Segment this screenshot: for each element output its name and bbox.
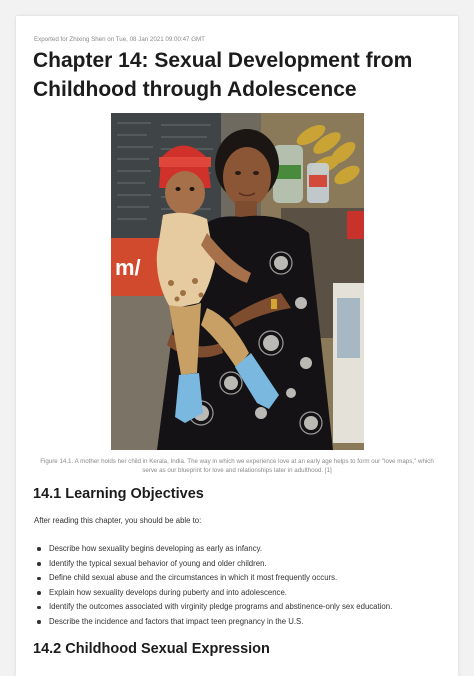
photo-mother-child [111, 113, 364, 450]
section-heading-childhood-sexual-expression: 14.2 Childhood Sexual Expression [33, 641, 270, 657]
shop-sign-text: m/ [115, 255, 141, 280]
figure-caption: Figure 14.1. A mother holds her child in Kerala, India. The way in which we experience love at an early age helps to form our "love maps," which serve as our blueprint for love and relationships later in adulthood. [1] [40, 458, 434, 474]
objectives-list [34, 544, 392, 632]
list-item: Describe the incidence and factors that impact teen pregnancy in the U.S. [34, 617, 392, 632]
document-page [16, 16, 458, 676]
figure-photo [111, 113, 364, 450]
objectives-intro: After reading this chapter, you should be able to: [34, 516, 202, 525]
list-item: Identify the typical sexual behavior of young and older children. [34, 559, 392, 574]
section-heading-learning-objectives: 14.1 Learning Objectives [33, 486, 204, 502]
list-item: Define child sexual abuse and the circumstances in which it most frequently occurs. [34, 573, 392, 588]
list-item: Describe how sexuality begins developing as early as infancy. [34, 544, 392, 559]
list-item: Identify the outcomes associated with virginity pledge programs and abstinence-only sex education. [34, 602, 392, 617]
list-item: Explain how sexuality develops during puberty and into adolescence. [34, 588, 392, 603]
chapter-title: Chapter 14: Sexual Development from Childhood through Adolescence [33, 49, 413, 101]
export-note: Exported for Zhixing Shen on Tue, 08 Jan 2021 09:00:47 GMT [34, 36, 205, 43]
